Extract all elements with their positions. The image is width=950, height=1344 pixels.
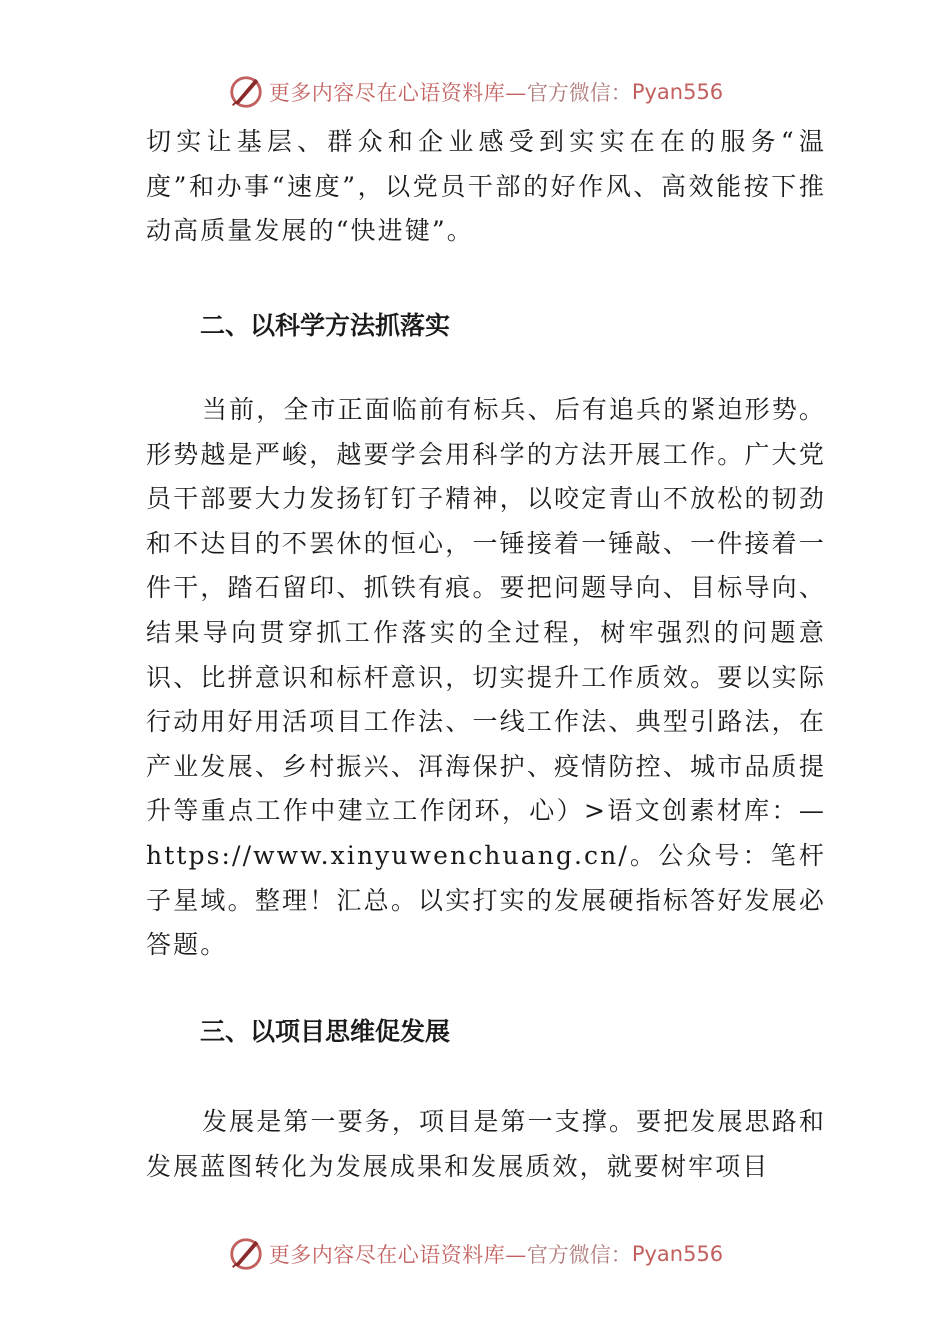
header-banner: [0, 70, 950, 114]
banner-wechat-label: 官方微信：: [526, 1243, 632, 1267]
banner-slogan: 更多内容尽在心语资料库—: [268, 81, 527, 105]
banner-slogan: 更多内容尽在心语资料库—: [268, 1243, 527, 1267]
section-heading-2: 二、以科学方法抓落实: [200, 311, 451, 340]
paragraph-section-3: 发展是第一要务，项目是第一支撑。要把发展思路和发展蓝图转化为发展成果和发展质效，就要树牢项目: [146, 1107, 826, 1181]
section-heading-3: 三、以项目思维促发展: [200, 1017, 451, 1046]
paragraph-continuation: 切实让基层、群众和企业感受到实实在在的服务“温度”和办事“速度”，以党员干部的好作风、高效能按下推动高质量发展的“快进键”。: [146, 127, 826, 246]
quill-logo-icon: [227, 73, 265, 111]
footer-banner: [0, 1232, 950, 1276]
paragraph-section-2: 当前，全市正面临前有标兵、后有追兵的紧迫形势。形势越是严峻，越要学会用科学的方法开展工作。广大党员干部要大力发扬钉钉子精神，以咬定青山不放松的韧劲和不达目的不罢休的恒心，一锤接着一锤敲、一件接着一件干，踏石留印、抓铁有痕。要把问题导向、目标导向、结果导向贯穿抓工作落实的全过程，树牢强烈的问题意识、比拼意识和标杆意识，切实提升工作质效。要以实际行动用好用活项目工作法、一线工作法、典型引路法，在产业发展、乡村振兴、洱海保护、疫情防控、城市品质提升等重点工作中建立工作闭环，心）>语文创素材库：—https://www.xinyuwenchuang.cn/。公众号：笔杆子星域。整理！汇总。以实打实的发展硬指标答好发展必答题。: [146, 395, 826, 960]
banner-wechat-id: Pyan556: [631, 80, 724, 104]
banner-wechat-id: Pyan556: [631, 1242, 724, 1266]
quill-logo-icon: [227, 1235, 265, 1273]
banner-wechat-label: 官方微信：: [526, 81, 632, 105]
